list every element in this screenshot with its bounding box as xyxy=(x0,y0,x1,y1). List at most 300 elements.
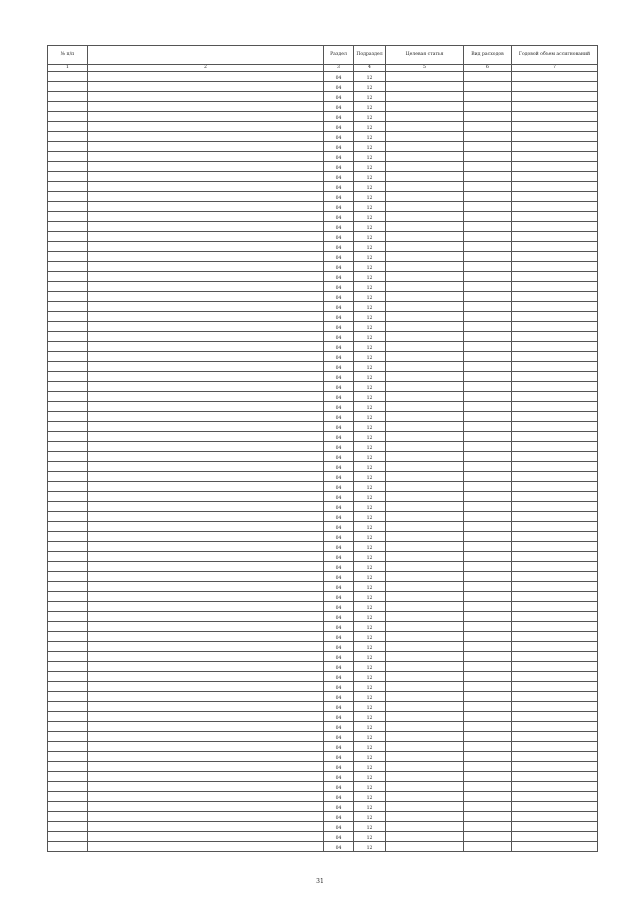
row-razdel-cell: 04 xyxy=(324,832,354,842)
row-amount-cell xyxy=(512,612,598,622)
header-podrazdel: Подраздел xyxy=(354,46,386,65)
row-vr-cell xyxy=(464,812,512,822)
row-name-cell xyxy=(88,492,324,502)
table-row xyxy=(48,242,598,252)
row-amount-cell xyxy=(512,402,598,412)
row-amount-cell xyxy=(512,442,598,452)
row-razdel-cell: 04 xyxy=(324,842,354,852)
row-csr-cell xyxy=(386,792,464,802)
table-row xyxy=(48,682,598,692)
row-name-cell xyxy=(88,602,324,612)
table-row xyxy=(48,322,598,332)
row-csr-cell xyxy=(386,602,464,612)
row-name-cell xyxy=(88,372,324,382)
row-vr-cell xyxy=(464,742,512,752)
row-podrazdel-cell: 12 xyxy=(354,592,386,602)
row-amount-cell xyxy=(512,272,598,282)
row-number-cell xyxy=(48,762,88,772)
row-csr-cell xyxy=(386,412,464,422)
row-razdel-cell: 04 xyxy=(324,542,354,552)
row-name-cell xyxy=(88,632,324,642)
row-amount-cell xyxy=(512,242,598,252)
row-name-cell xyxy=(88,582,324,592)
row-name-cell xyxy=(88,692,324,702)
table-row xyxy=(48,562,598,572)
row-razdel-cell: 04 xyxy=(324,282,354,292)
row-amount-cell xyxy=(512,412,598,422)
row-name-cell xyxy=(88,742,324,752)
row-number-cell xyxy=(48,292,88,302)
row-podrazdel-cell: 12 xyxy=(354,502,386,512)
row-podrazdel-cell: 12 xyxy=(354,412,386,422)
row-name-cell xyxy=(88,732,324,742)
row-razdel-cell: 04 xyxy=(324,362,354,372)
row-csr-cell xyxy=(386,762,464,772)
table-row xyxy=(48,502,598,512)
row-amount-cell xyxy=(512,102,598,112)
row-razdel-cell: 04 xyxy=(324,182,354,192)
table-row xyxy=(48,712,598,722)
row-csr-cell xyxy=(386,772,464,782)
column-number: 7 xyxy=(512,65,598,72)
row-razdel-cell: 04 xyxy=(324,452,354,462)
header-name xyxy=(88,46,324,65)
row-podrazdel-cell: 12 xyxy=(354,432,386,442)
row-vr-cell xyxy=(464,162,512,172)
column-number-row xyxy=(48,65,598,72)
table-row xyxy=(48,442,598,452)
row-csr-cell xyxy=(386,672,464,682)
table-row xyxy=(48,212,598,222)
row-razdel-cell: 04 xyxy=(324,672,354,682)
row-number-cell xyxy=(48,392,88,402)
row-csr-cell xyxy=(386,732,464,742)
row-razdel-cell: 04 xyxy=(324,572,354,582)
row-amount-cell xyxy=(512,792,598,802)
row-razdel-cell: 04 xyxy=(324,632,354,642)
table-row xyxy=(48,112,598,122)
table-row xyxy=(48,232,598,242)
row-number-cell xyxy=(48,572,88,582)
row-razdel-cell: 04 xyxy=(324,492,354,502)
row-razdel-cell: 04 xyxy=(324,322,354,332)
row-podrazdel-cell: 12 xyxy=(354,162,386,172)
row-amount-cell xyxy=(512,212,598,222)
row-razdel-cell: 04 xyxy=(324,352,354,362)
row-podrazdel-cell: 12 xyxy=(354,792,386,802)
row-amount-cell xyxy=(512,142,598,152)
row-razdel-cell: 04 xyxy=(324,392,354,402)
row-csr-cell xyxy=(386,102,464,112)
row-number-cell xyxy=(48,472,88,482)
row-amount-cell xyxy=(512,252,598,262)
row-podrazdel-cell: 12 xyxy=(354,342,386,352)
row-number-cell xyxy=(48,122,88,132)
table-row xyxy=(48,172,598,182)
row-csr-cell xyxy=(386,382,464,392)
row-number-cell xyxy=(48,592,88,602)
row-podrazdel-cell: 12 xyxy=(354,702,386,712)
table-row xyxy=(48,652,598,662)
row-amount-cell xyxy=(512,752,598,762)
table-row xyxy=(48,282,598,292)
row-number-cell xyxy=(48,102,88,112)
row-razdel-cell: 04 xyxy=(324,332,354,342)
row-name-cell xyxy=(88,342,324,352)
row-podrazdel-cell: 12 xyxy=(354,612,386,622)
row-number-cell xyxy=(48,402,88,412)
row-name-cell xyxy=(88,172,324,182)
row-amount-cell xyxy=(512,422,598,432)
row-name-cell xyxy=(88,212,324,222)
row-name-cell xyxy=(88,412,324,422)
table-row xyxy=(48,142,598,152)
row-name-cell xyxy=(88,772,324,782)
row-csr-cell xyxy=(386,422,464,432)
row-razdel-cell: 04 xyxy=(324,162,354,172)
row-csr-cell xyxy=(386,122,464,132)
row-name-cell xyxy=(88,312,324,322)
row-name-cell xyxy=(88,392,324,402)
row-vr-cell xyxy=(464,82,512,92)
row-vr-cell xyxy=(464,332,512,342)
row-number-cell xyxy=(48,812,88,822)
row-csr-cell xyxy=(386,282,464,292)
table-row xyxy=(48,72,598,82)
row-name-cell xyxy=(88,642,324,652)
row-razdel-cell: 04 xyxy=(324,792,354,802)
row-razdel-cell: 04 xyxy=(324,212,354,222)
row-vr-cell xyxy=(464,752,512,762)
row-razdel-cell: 04 xyxy=(324,762,354,772)
row-csr-cell xyxy=(386,212,464,222)
row-vr-cell xyxy=(464,802,512,812)
row-number-cell xyxy=(48,672,88,682)
row-vr-cell xyxy=(464,322,512,332)
row-podrazdel-cell: 12 xyxy=(354,802,386,812)
row-razdel-cell: 04 xyxy=(324,522,354,532)
row-razdel-cell: 04 xyxy=(324,532,354,542)
row-razdel-cell: 04 xyxy=(324,712,354,722)
table-row xyxy=(48,82,598,92)
row-csr-cell xyxy=(386,92,464,102)
row-number-cell xyxy=(48,452,88,462)
row-vr-cell xyxy=(464,572,512,582)
table-row xyxy=(48,182,598,192)
row-csr-cell xyxy=(386,262,464,272)
row-number-cell xyxy=(48,722,88,732)
row-csr-cell xyxy=(386,312,464,322)
row-podrazdel-cell: 12 xyxy=(354,562,386,572)
row-vr-cell xyxy=(464,602,512,612)
row-razdel-cell: 04 xyxy=(324,102,354,112)
table-row xyxy=(48,122,598,132)
row-vr-cell xyxy=(464,312,512,322)
row-podrazdel-cell: 12 xyxy=(354,422,386,432)
row-amount-cell xyxy=(512,122,598,132)
row-razdel-cell: 04 xyxy=(324,142,354,152)
row-name-cell xyxy=(88,782,324,792)
row-podrazdel-cell: 12 xyxy=(354,192,386,202)
row-amount-cell xyxy=(512,692,598,702)
row-name-cell xyxy=(88,362,324,372)
row-podrazdel-cell: 12 xyxy=(354,682,386,692)
row-number-cell xyxy=(48,142,88,152)
row-amount-cell xyxy=(512,302,598,312)
row-csr-cell xyxy=(386,292,464,302)
row-podrazdel-cell: 12 xyxy=(354,602,386,612)
row-podrazdel-cell: 12 xyxy=(354,322,386,332)
table-row xyxy=(48,412,598,422)
row-name-cell xyxy=(88,442,324,452)
row-vr-cell xyxy=(464,792,512,802)
row-vr-cell xyxy=(464,182,512,192)
row-number-cell xyxy=(48,152,88,162)
row-name-cell xyxy=(88,722,324,732)
row-razdel-cell: 04 xyxy=(324,552,354,562)
row-vr-cell xyxy=(464,342,512,352)
row-number-cell xyxy=(48,542,88,552)
row-podrazdel-cell: 12 xyxy=(354,92,386,102)
row-podrazdel-cell: 12 xyxy=(354,662,386,672)
row-csr-cell xyxy=(386,372,464,382)
table-row xyxy=(48,612,598,622)
row-razdel-cell: 04 xyxy=(324,502,354,512)
row-razdel-cell: 04 xyxy=(324,92,354,102)
row-csr-cell xyxy=(386,462,464,472)
row-number-cell xyxy=(48,372,88,382)
row-number-cell xyxy=(48,622,88,632)
row-vr-cell xyxy=(464,272,512,282)
row-number-cell xyxy=(48,552,88,562)
row-number-cell xyxy=(48,442,88,452)
row-razdel-cell: 04 xyxy=(324,592,354,602)
row-vr-cell xyxy=(464,202,512,212)
row-number-cell xyxy=(48,172,88,182)
row-csr-cell xyxy=(386,472,464,482)
row-number-cell xyxy=(48,192,88,202)
row-amount-cell xyxy=(512,802,598,812)
row-podrazdel-cell: 12 xyxy=(354,262,386,272)
table-row xyxy=(48,822,598,832)
row-csr-cell xyxy=(386,532,464,542)
row-number-cell xyxy=(48,822,88,832)
row-podrazdel-cell: 12 xyxy=(354,332,386,342)
row-razdel-cell: 04 xyxy=(324,782,354,792)
row-name-cell xyxy=(88,762,324,772)
row-number-cell xyxy=(48,632,88,642)
row-vr-cell xyxy=(464,522,512,532)
row-amount-cell xyxy=(512,762,598,772)
row-podrazdel-cell: 12 xyxy=(354,772,386,782)
header-vr: Вид расходов xyxy=(464,46,512,65)
row-amount-cell xyxy=(512,632,598,642)
table-header-row xyxy=(48,46,598,65)
row-vr-cell xyxy=(464,212,512,222)
row-podrazdel-cell: 12 xyxy=(354,722,386,732)
row-podrazdel-cell: 12 xyxy=(354,832,386,842)
table-row xyxy=(48,792,598,802)
row-number-cell xyxy=(48,652,88,662)
row-number-cell xyxy=(48,272,88,282)
row-amount-cell xyxy=(512,262,598,272)
row-csr-cell xyxy=(386,612,464,622)
row-razdel-cell: 04 xyxy=(324,772,354,782)
row-podrazdel-cell: 12 xyxy=(354,822,386,832)
row-razdel-cell: 04 xyxy=(324,132,354,142)
row-podrazdel-cell: 12 xyxy=(354,252,386,262)
row-vr-cell xyxy=(464,502,512,512)
row-csr-cell xyxy=(386,502,464,512)
row-name-cell xyxy=(88,562,324,572)
row-amount-cell xyxy=(512,602,598,612)
row-name-cell xyxy=(88,792,324,802)
row-csr-cell xyxy=(386,702,464,712)
row-podrazdel-cell: 12 xyxy=(354,692,386,702)
column-number: 3 xyxy=(324,65,354,72)
row-razdel-cell: 04 xyxy=(324,722,354,732)
row-vr-cell xyxy=(464,542,512,552)
row-podrazdel-cell: 12 xyxy=(354,282,386,292)
row-amount-cell xyxy=(512,172,598,182)
row-vr-cell xyxy=(464,222,512,232)
row-number-cell xyxy=(48,242,88,252)
row-podrazdel-cell: 12 xyxy=(354,222,386,232)
row-csr-cell xyxy=(386,542,464,552)
table-row xyxy=(48,482,598,492)
row-number-cell xyxy=(48,692,88,702)
row-csr-cell xyxy=(386,692,464,702)
row-podrazdel-cell: 12 xyxy=(354,302,386,312)
row-vr-cell xyxy=(464,242,512,252)
row-amount-cell xyxy=(512,742,598,752)
row-razdel-cell: 04 xyxy=(324,122,354,132)
row-vr-cell xyxy=(464,362,512,372)
row-csr-cell xyxy=(386,242,464,252)
row-razdel-cell: 04 xyxy=(324,202,354,212)
row-name-cell xyxy=(88,812,324,822)
row-number-cell xyxy=(48,612,88,622)
row-razdel-cell: 04 xyxy=(324,732,354,742)
budget-table xyxy=(47,45,598,852)
row-number-cell xyxy=(48,502,88,512)
column-number: 4 xyxy=(354,65,386,72)
table-row xyxy=(48,422,598,432)
row-name-cell xyxy=(88,302,324,312)
table-row xyxy=(48,662,598,672)
row-number-cell xyxy=(48,342,88,352)
row-csr-cell xyxy=(386,82,464,92)
row-number-cell xyxy=(48,132,88,142)
header-amount: Годовой объем ассигнований xyxy=(512,46,598,65)
row-vr-cell xyxy=(464,382,512,392)
row-podrazdel-cell: 12 xyxy=(354,462,386,472)
row-razdel-cell: 04 xyxy=(324,652,354,662)
table-row xyxy=(48,332,598,342)
row-number-cell xyxy=(48,92,88,102)
row-csr-cell xyxy=(386,592,464,602)
row-razdel-cell: 04 xyxy=(324,82,354,92)
row-podrazdel-cell: 12 xyxy=(354,782,386,792)
row-vr-cell xyxy=(464,612,512,622)
row-name-cell xyxy=(88,482,324,492)
row-vr-cell xyxy=(464,282,512,292)
row-name-cell xyxy=(88,132,324,142)
row-csr-cell xyxy=(386,782,464,792)
row-podrazdel-cell: 12 xyxy=(354,642,386,652)
row-name-cell xyxy=(88,452,324,462)
row-podrazdel-cell: 12 xyxy=(354,242,386,252)
row-razdel-cell: 04 xyxy=(324,312,354,322)
row-razdel-cell: 04 xyxy=(324,582,354,592)
row-name-cell xyxy=(88,662,324,672)
row-podrazdel-cell: 12 xyxy=(354,102,386,112)
table-row xyxy=(48,572,598,582)
row-razdel-cell: 04 xyxy=(324,562,354,572)
row-number-cell xyxy=(48,662,88,672)
row-number-cell xyxy=(48,462,88,472)
table-row xyxy=(48,342,598,352)
row-amount-cell xyxy=(512,342,598,352)
row-podrazdel-cell: 12 xyxy=(354,352,386,362)
row-vr-cell xyxy=(464,842,512,852)
row-number-cell xyxy=(48,232,88,242)
row-amount-cell xyxy=(512,782,598,792)
row-vr-cell xyxy=(464,302,512,312)
row-name-cell xyxy=(88,112,324,122)
row-csr-cell xyxy=(386,152,464,162)
row-csr-cell xyxy=(386,392,464,402)
row-vr-cell xyxy=(464,72,512,82)
row-number-cell xyxy=(48,492,88,502)
row-razdel-cell: 04 xyxy=(324,232,354,242)
table-row xyxy=(48,782,598,792)
row-amount-cell xyxy=(512,652,598,662)
row-name-cell xyxy=(88,352,324,362)
row-vr-cell xyxy=(464,692,512,702)
row-name-cell xyxy=(88,272,324,282)
row-name-cell xyxy=(88,552,324,562)
row-csr-cell xyxy=(386,832,464,842)
row-csr-cell xyxy=(386,652,464,662)
row-vr-cell xyxy=(464,102,512,112)
row-csr-cell xyxy=(386,682,464,692)
row-name-cell xyxy=(88,222,324,232)
table-row xyxy=(48,462,598,472)
row-vr-cell xyxy=(464,482,512,492)
row-amount-cell xyxy=(512,822,598,832)
row-name-cell xyxy=(88,712,324,722)
row-podrazdel-cell: 12 xyxy=(354,512,386,522)
table-row xyxy=(48,552,598,562)
row-podrazdel-cell: 12 xyxy=(354,372,386,382)
row-vr-cell xyxy=(464,262,512,272)
row-razdel-cell: 04 xyxy=(324,812,354,822)
row-amount-cell xyxy=(512,772,598,782)
row-name-cell xyxy=(88,72,324,82)
row-razdel-cell: 04 xyxy=(324,802,354,812)
row-number-cell xyxy=(48,312,88,322)
row-amount-cell xyxy=(512,572,598,582)
row-amount-cell xyxy=(512,582,598,592)
row-csr-cell xyxy=(386,142,464,152)
row-podrazdel-cell: 12 xyxy=(354,272,386,282)
row-vr-cell xyxy=(464,142,512,152)
row-podrazdel-cell: 12 xyxy=(354,122,386,132)
row-name-cell xyxy=(88,252,324,262)
row-vr-cell xyxy=(464,462,512,472)
row-number-cell xyxy=(48,712,88,722)
